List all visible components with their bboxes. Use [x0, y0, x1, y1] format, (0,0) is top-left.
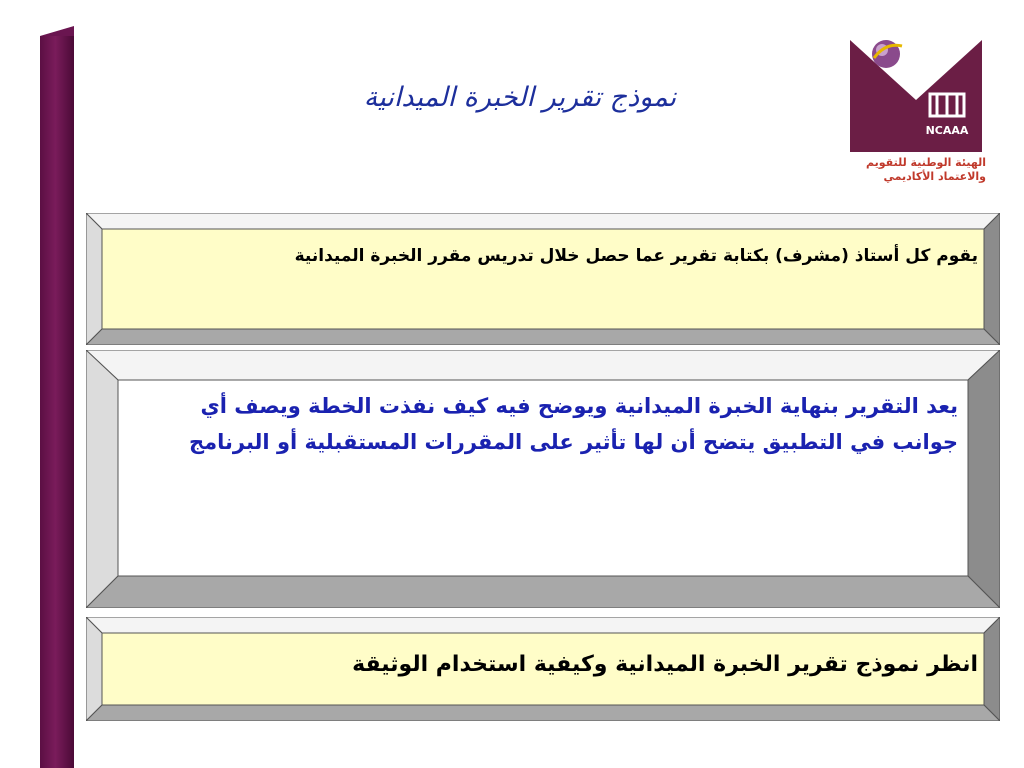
logo-arabic-line2: والاعتماد الأكاديمي	[883, 170, 986, 183]
sidebar-tip	[40, 26, 74, 36]
bevel-frame-1	[86, 213, 1000, 345]
logo-arabic-name	[846, 156, 986, 184]
slide-title: نموذج تقرير الخبرة الميدانية	[363, 82, 677, 113]
info-box-3	[86, 617, 1000, 721]
info-box-2	[86, 350, 1000, 608]
info-box-3-text: انظر نموذج تقرير الخبرة الميدانية وكيفية استخدام الوثيقة	[352, 652, 978, 677]
info-box-2-text: يعد التقرير بنهاية الخبرة الميدانية ويوضح فيه كيف نفذت الخطة ويصف أي جوانب في التطبيق يتضح أن لها تأثير على المقررات المستقبلية أو البرنامج	[189, 394, 958, 454]
info-box-1-text: يقوم كل أستاذ (مشرف) بكتابة تقرير عما حصل خلال تدريس مقرر الخبرة الميدانية	[294, 246, 978, 266]
logo-arabic-line1: الهيئة الوطنية للتقويم	[866, 156, 986, 169]
left-decorative-bar	[40, 36, 74, 768]
logo-acronym: NCAAA	[925, 124, 969, 137]
info-box-1	[86, 213, 1000, 345]
logo-emblem	[846, 36, 986, 156]
